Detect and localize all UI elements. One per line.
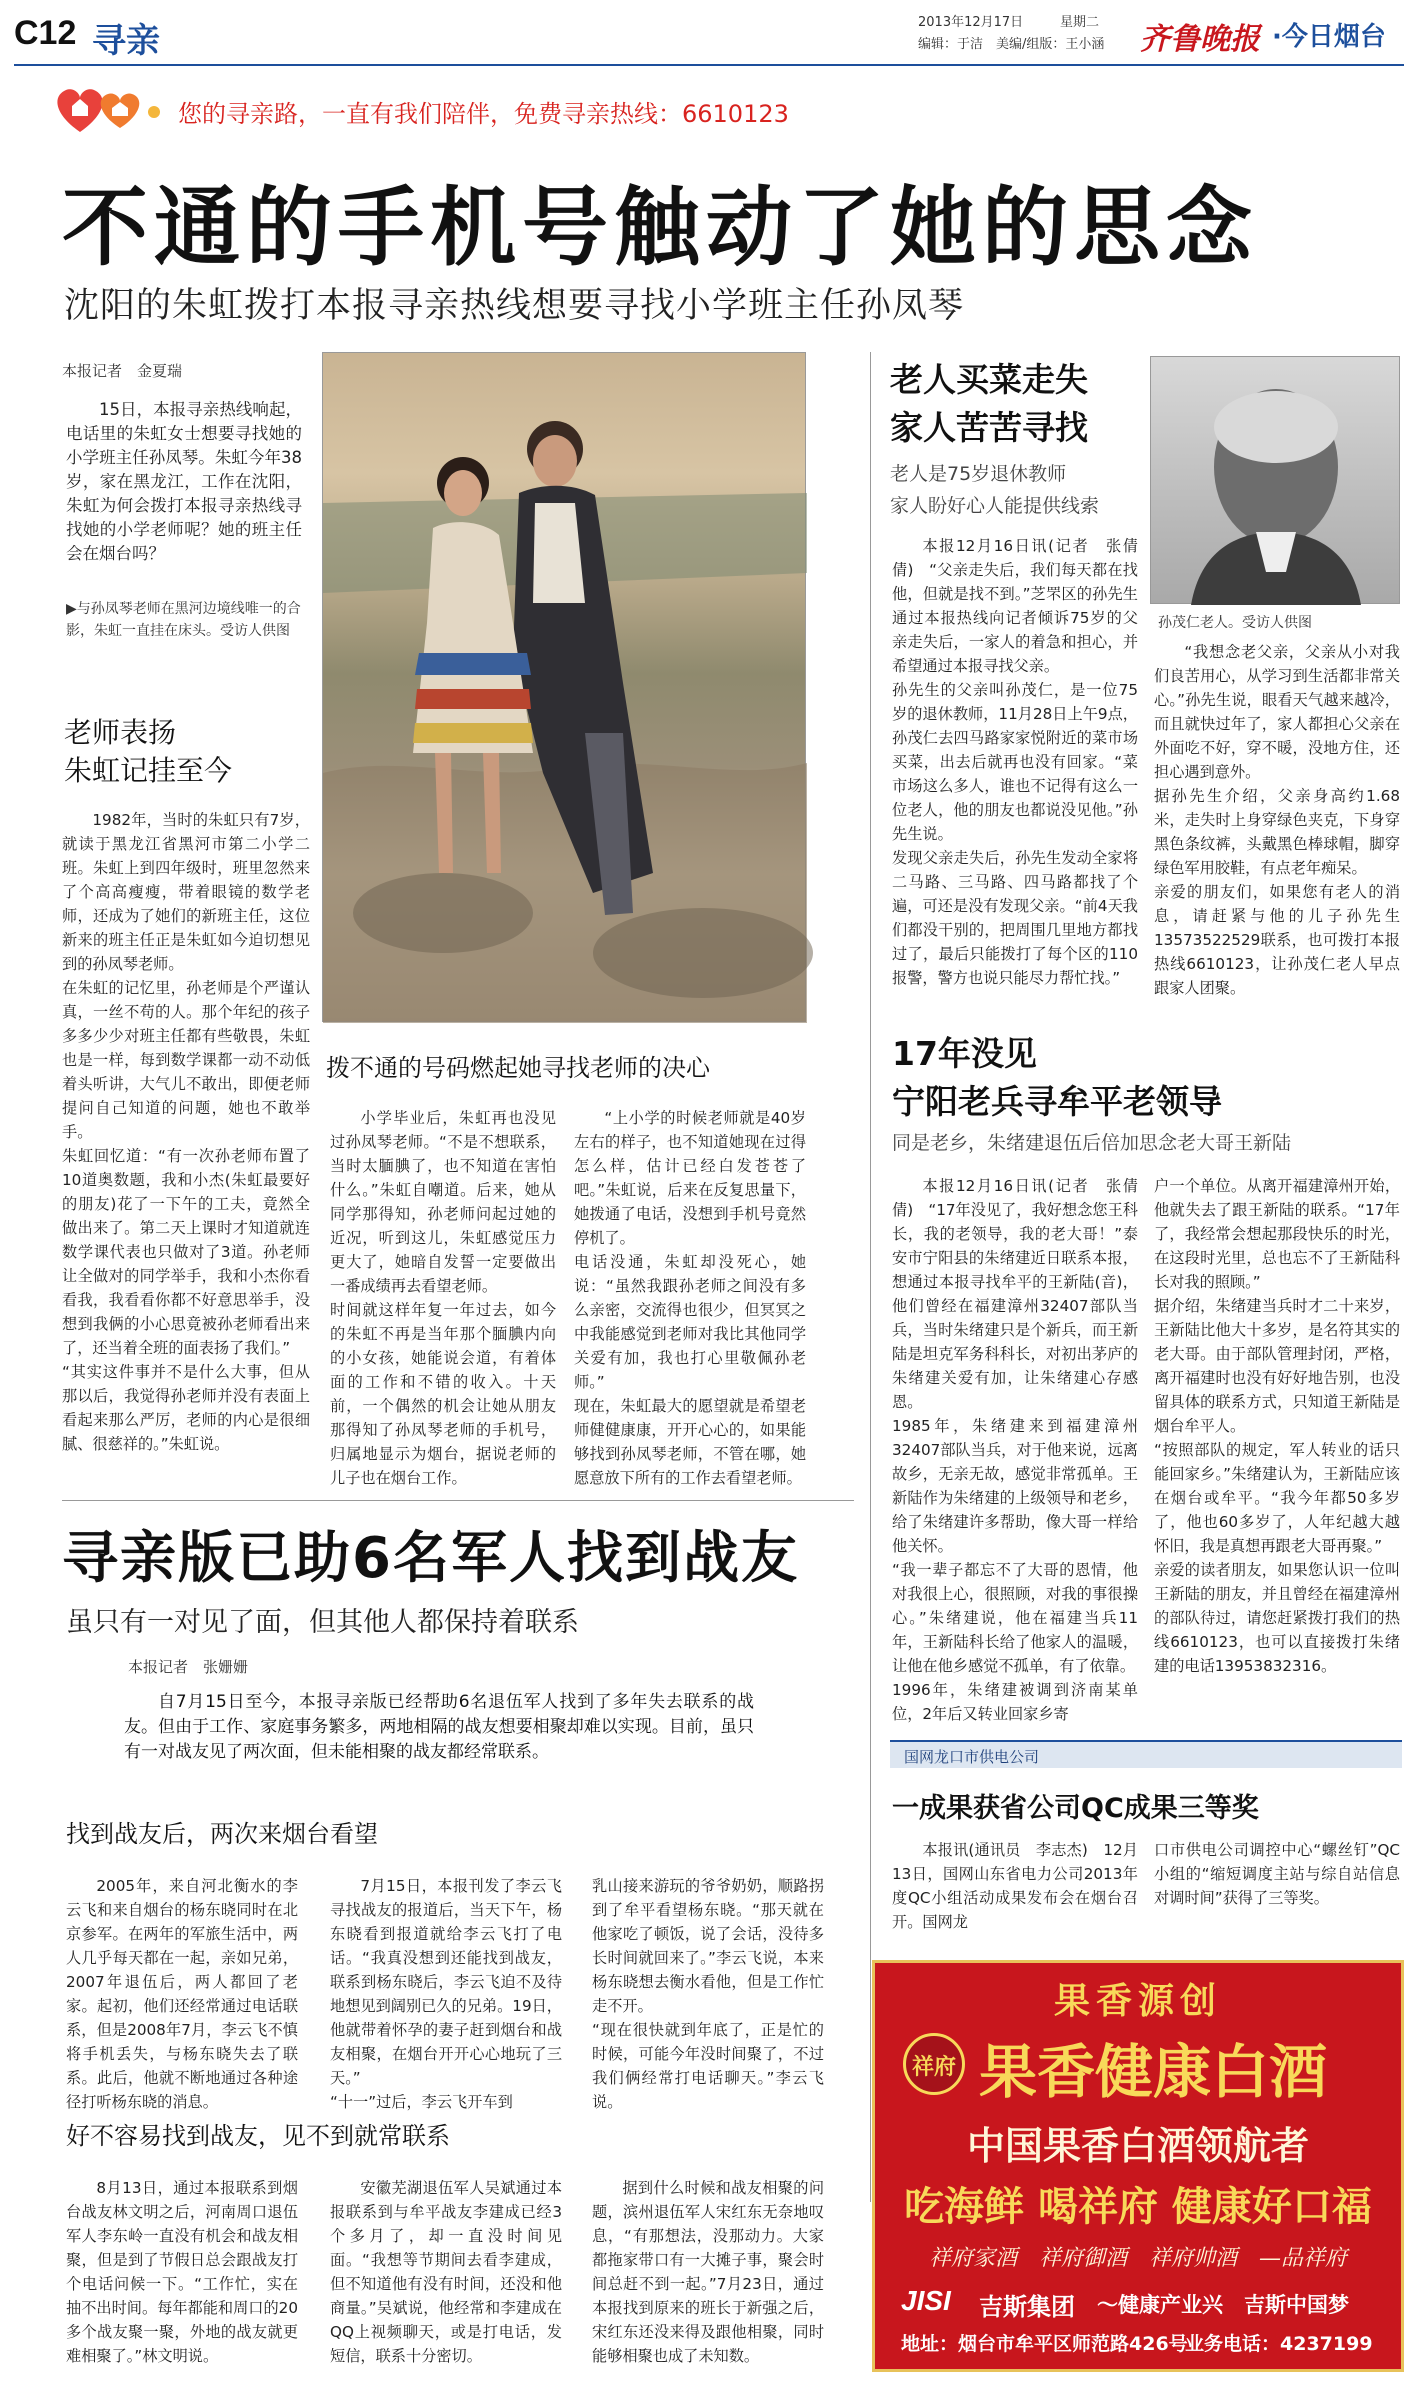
- photo-caption: ▶与孙凤琴老师在黑河边境线唯一的合影，朱虹一直挂在床头。受访人供图: [66, 601, 301, 639]
- edition-name: ·今日烟台: [1272, 22, 1386, 52]
- side3-tag: 国网龙口市供电公司: [904, 1748, 1040, 1766]
- article2-headline: 寻亲版已助6名军人找到战友: [62, 1526, 799, 1591]
- ad-brand: 果香健康白酒: [979, 2038, 1328, 2106]
- side3-body-left: 本报讯(通讯员 李志杰) 12月13日，国网山东省电力公司2013年度QC小组活动成果发布会在烟台召开。国网龙: [892, 1841, 1138, 1931]
- article2-rule: [62, 1500, 854, 1501]
- side2-body-right: 户一个单位。从离开福建漳州开始，他就失去了跟王新陆的联系。“17年了，我经常会想起那段快乐的时光，在这段时光里，总也忘不了王新陆科长对我的照顾。” 据介绍，朱绪建当兵时才二十来岁，王新陆比他大十多岁，是名符其实的老大哥。由于部队管理封闭，严格，离开福建时也没有好好地告别，也没留具体的联系方式，只知道王新陆是烟台牟平人。 “按照部队的规定，军人转业的话只能回家乡。”朱绪建认为，王新陆应该在烟台或牟平。“我今年都50多岁了，他也60多岁了，人年纪越大越怀旧，我是真想再跟老大哥再聚。” 亲爱的读者朋友，如果您认识一位叫王新陆的朋友，并且曾经在福建漳州的部队待过，请您赶紧拨打我们的热线6610123，也可以直接拨打朱绪建的电话13953832316。: [1154, 1177, 1400, 1675]
- paper-logo: 齐鲁晚报: [1140, 22, 1260, 57]
- article2-body-a2: 7月15日，本报刊发了李云飞寻找战友的报道后，当天下午，杨东晓看到报道就给李云飞打了电话。“我真没想到还能找到战友，联系到杨东晓后，李云飞迫不及待地想见到阔别已久的兄弟。19日，他就带着怀孕的妻子赶到烟台和战友相聚，在烟台开开心心地玩了三天。” “十一”过后，李云飞开车到: [330, 1877, 562, 2111]
- article2-body-a3: 乳山接来游玩的爷爷奶奶，顺路拐到了牟平看望杨东晓。“那天就在他家吃了顿饭，说了会话，没待多长时间就回来了。”李云飞说，本来杨东晓想去衡水看他，但是工作忙走不开。 “现在很快就到年底了，正是忙的时候，可能今年没时间聚了，不过我们俩经常打电话聊天。”李云飞说。: [592, 1877, 824, 2111]
- ad-seal-text: 祥府: [911, 2055, 956, 2080]
- main-subheadline: 沈阳的朱虹拨打本报寻亲热线想要寻找小学班主任孙凤琴: [64, 286, 965, 326]
- main-body-1: 1982年，当时的朱虹只有7岁，就读于黑龙江省黑河市第二小学二班。朱虹上到四年级时，班里忽然来了个高高瘦瘦，带着眼镜的数学老师，还成为了她们的新班主任，这位新来的班主任正是朱虹如今迫切想见到的孙凤琴老师。 在朱虹的记忆里，孙老师是个严谨认真，一丝不苟的人。那个年纪的孩子多多少少对班主任都有些敬畏，朱虹也是一样，每到数学课都一动不动低着头听讲，大气儿不敢出，即便老师提问自己知道的问题，她也不敢举手。 朱虹回忆道：“有一次孙老师布置了10道奥数题，我和小杰(朱虹最要好的朋友)花了一下午的工夫，竟然全做出来了。第二天上课时才知道就连数学课代表也只做对了3道。孙老师让全做对的同学举手，我和小杰你看看我，我看看你都不好意思举手，没想到我俩的小心思竟被孙老师看出来了，还当着全班的面表扬了我们。” “其实这件事并不是什么大事，但从那以后，我觉得孙老师并没有表面上看起来那么严厉，老师的内心是很细腻、很慈祥的。”朱虹说。: [62, 811, 310, 1453]
- article2-body-b3: 据到什么时候和战友相聚的问题，滨州退伍军人宋红东无奈地叹息，“有那想法，没那动力。大家都拖家带口有一大摊子事，聚会时间总赶不到一起。”7月23日，通过本报找到原来的班长于新强之后，宋红东还没来得及跟他相聚，同时能够相聚也成了未知数。: [592, 2179, 824, 2365]
- article2-byline: 本报记者 张姗姗: [128, 1658, 249, 1676]
- issue-weekday: 星期二: [1060, 15, 1100, 30]
- elder-portrait-illustration: [1151, 357, 1401, 605]
- side2-summary: 同是老乡，朱绪建退伍后倍加思念老大哥王新陆: [892, 1132, 1292, 1154]
- editors-credit: 编辑：于洁 美编/组版：王小涵: [918, 37, 1105, 52]
- main-photo: [322, 352, 806, 1022]
- side3-body-right: 口市供电公司调控中心“螺丝钉”QC小组的“缩短调度主站与综自站信息对调时间”获得了三等奖。: [1154, 1841, 1400, 1907]
- hotline-banner: [40, 80, 1400, 140]
- page-number: C12: [14, 14, 77, 52]
- ad-top-line: 果香源创: [1053, 1980, 1222, 2022]
- side1-portrait: [1150, 356, 1400, 604]
- section-name: 寻亲: [92, 21, 160, 61]
- photo-figures-illustration: [323, 353, 807, 1023]
- ad-line-3: 祥府家酒 祥府御酒 祥府帅酒 —品祥府: [928, 2246, 1347, 2271]
- main-subhead-2: 拨不通的号码燃起她寻找老师的决心: [326, 1054, 710, 1082]
- page-header: [0, 0, 1417, 64]
- ad-group-slogan: ～健康产业兴 吉斯中国梦: [1097, 2293, 1349, 2317]
- article2-subhead-2: 好不容易找到战友，见不到就常联系: [66, 2122, 450, 2150]
- side2-title: 17年没见 宁阳老兵寻牟平老领导: [892, 1034, 1222, 1121]
- ad-group-name: 吉斯集团: [979, 2293, 1075, 2321]
- side1-body-left: 本报12月16日讯(记者 张倩倩) “父亲走失后，我们每天都在找他，但就是找不到。”芝罘区的孙先生通过本报热线向记者倾诉75岁的父亲走失后，一家人的着急和担心，并希望通过本报寻找父亲。 孙先生的父亲叫孙茂仁，是一位75岁的退休教师，11月28日上午9点，孙茂仁去四马路家家悦附近的菜市场买菜，出去后就再也没有回家。“菜市场这么多人，谁也不记得有这么一位老人，他的朋友也都说没见他。”孙先生说。 发现父亲走失后，孙先生发动全家将二马路、三马路、四马路都找了个遍，可还是没有发现父亲。“前4天我们都没干别的，把周围几里地方都找过了，最后只能拨打了每个区的110报警，警方也说只能尽力帮忙找。”: [892, 537, 1138, 987]
- side3-tag-bar: [890, 1740, 1402, 1768]
- ad-group-logo: JISI: [901, 2285, 951, 2316]
- main-headline: 不通的手机号触动了她的思念: [62, 178, 1258, 278]
- main-byline: 本报记者 金夏瑞: [62, 362, 183, 380]
- side1-title: 老人买菜走失 家人苦苦寻找: [890, 360, 1088, 447]
- ad-line-2: 吃海鲜 喝祥府 健康好口福: [904, 2184, 1372, 2230]
- main-subhead-1: 老师表扬 朱虹记挂至今: [64, 716, 233, 787]
- ad-seal-icon: [903, 2033, 965, 2095]
- side1-caption: 孙茂仁老人。受访人供图: [1158, 615, 1312, 631]
- side2-body-left: 本报12月16日讯(记者 张倩倩) “17年没见了，我好想念您王科长，我的老领导，我的老大哥！”泰安市宁阳县的朱绪建近日联系本报，想通过本报寻找牟平的王新陆(音)，他们曾经在福建漳州32407部队当兵，当时朱绪建只是个新兵，而王新陆是坦克军务科科长，对初出茅庐的朱绪建关爱有加，让朱绪建心存感恩。 1985年，朱绪建来到福建漳州32407部队当兵，对于他来说，远离故乡，无亲无故，感觉非常孤单。王新陆作为朱绪建的上级领导和老乡，给了朱绪建许多帮助，像大哥一样给他关怀。 “我一辈子都忘不了大哥的恩情，他对我很上心，很照顾，对我的事很操心。”朱绪建说，他在福建当兵11年，王新陆科长给了他家人的温暖，让他在他乡感觉不孤单，有了依靠。 1996年，朱绪建被调到济南某单位，2年后又转业回家乡寄: [892, 1177, 1138, 1723]
- article2-subheadline: 虽只有一对见了面，但其他人都保持着联系: [66, 1607, 579, 1638]
- hotline-slogan: 您的寻亲路，一直有我们陪伴，免费寻亲热线：6610123: [178, 100, 789, 128]
- ad-phone: 业务电话：4237199: [1185, 2333, 1373, 2355]
- hearts-house-icon: [50, 82, 170, 136]
- column-divider: [870, 352, 871, 2202]
- side1-summary: 老人是75岁退休教师 家人盼好心人能提供线索: [890, 463, 1100, 517]
- article2-body-b1: 8月13日，通过本报联系到烟台战友林文明之后，河南周口退伍军人李东岭一直没有机会和战友相聚，但是到了节假日总会跟战友打个电话问候一下。“工作忙，实在抽不出时间。每年都能和周口的20多个战友聚一聚，外地的战友就更难相聚了。”林文明说。: [66, 2179, 298, 2365]
- ad-group-bar: [875, 2281, 1401, 2321]
- main-body-3: “上小学的时候老师就是40岁左右的样子，也不知道她现在过得怎么样，估计已经白发苍苍了吧。”朱虹说，后来在反复思量下，她拨通了电话，没想到手机号竟然停机了。 电话没通，朱虹却没死心，她说：“虽然我跟孙老师之间没有多么亲密，交流得也很少，但冥冥之中我能感觉到老师对我比其他同学关爱有加，我也打心里敬佩孙老师。” 现在，朱虹最大的愿望就是希望老师健健康康，开开心心的，如果能够找到孙凤琴老师，不管在哪，她愿意放下所有的工作去看望老师。: [574, 1109, 806, 1487]
- main-body-2: 小学毕业后，朱虹再也没见过孙凤琴老师。“不是不想联系，当时太腼腆了，也不知道在害怕什么。”朱虹自嘲道。后来，她从同学那得知，孙老师问起过她的近况，听到这儿，朱虹感觉压力更大了，她暗自发誓一定要做出一番成绩再去看望老师。 时间就这样年复一年过去，如今的朱虹不再是当年那个腼腆内向的小女孩，她能说会道，有着体面的工作和不错的收入。十天前，一个偶然的机会让她从朋友那得知了孙凤琴老师的手机号，归属地显示为烟台，据说老师的儿子也在烟台工作。: [330, 1109, 556, 1487]
- header-rule: [14, 64, 1404, 66]
- ad-address: 地址：烟台市牟平区师范路426号: [901, 2333, 1188, 2355]
- article2-lead: 自7月15日至今，本报寻亲版已经帮助6名退伍军人找到了多年失去联系的战友。但由于工作、家庭事务繁多，两地相隔的战友想要相聚却难以实现。目前，虽只有一对战友见了两次面，但未能相聚的战友都经常联系。: [124, 1692, 754, 1762]
- issue-date: 2013年12月17日: [918, 15, 1024, 30]
- liquor-advertisement: [872, 1960, 1404, 2372]
- article2-subhead-1: 找到战友后，两次来烟台看望: [66, 1820, 378, 1848]
- side1-body-right: “我想念老父亲，父亲从小对我们良苦用心，从学习到生活都非常关心。”孙先生说，眼看天气越来越冷，而且就快过年了，家人都担心父亲在外面吃不好，穿不暖，没地方住，还担心遇到意外。 据孙先生介绍，父亲身高约1.68米，走失时上身穿绿色夹克，下身穿黑色条纹裤，头戴黑色棒球帽，脚穿绿色军用胶鞋，有点老年痴呆。 亲爱的朋友们，如果您有老人的消息，请赶紧与他的儿子孙先生13573522529联系，也可拨打本报热线6610123，让孙茂仁老人早点跟家人团聚。: [1154, 643, 1400, 997]
- main-lead: 15日，本报寻亲热线响起，电话里的朱虹女士想要寻找她的小学班主任孙凤琴。朱虹今年38岁，家在黑龙江，工作在沈阳，朱虹为何会拨打本报寻亲热线寻找她的小学老师呢？她的班主任会在烟台吗？: [66, 400, 302, 563]
- side3-title: 一成果获省公司QC成果三等奖: [892, 1793, 1259, 1824]
- article2-body-a1: 2005年，来自河北衡水的李云飞和来自烟台的杨东晓同时在北京参军。在两年的军旅生活中，两人几乎每天都在一起，亲如兄弟，2007年退伍后，两人都回了老家。起初，他们还经常通过电话联系，但是2008年7月，李云飞不慎将手机丢失，与杨东晓失去了联系。此后，他就不断地通过各种途径打听杨东晓的消息。: [66, 1877, 298, 2111]
- ad-line-1: 中国果香白酒领航者: [966, 2123, 1309, 2168]
- article2-body-b2: 安徽芜湖退伍军人吴斌通过本报联系到与牟平战友李建成已经3个多月了，却一直没时间见面。“我想等节期间去看李建成，但不知道他有没有时间，还没和他商量。”吴斌说，他经常和李建成在QQ上视频聊天，或是打电话，发短信，联系十分密切。: [330, 2179, 562, 2365]
